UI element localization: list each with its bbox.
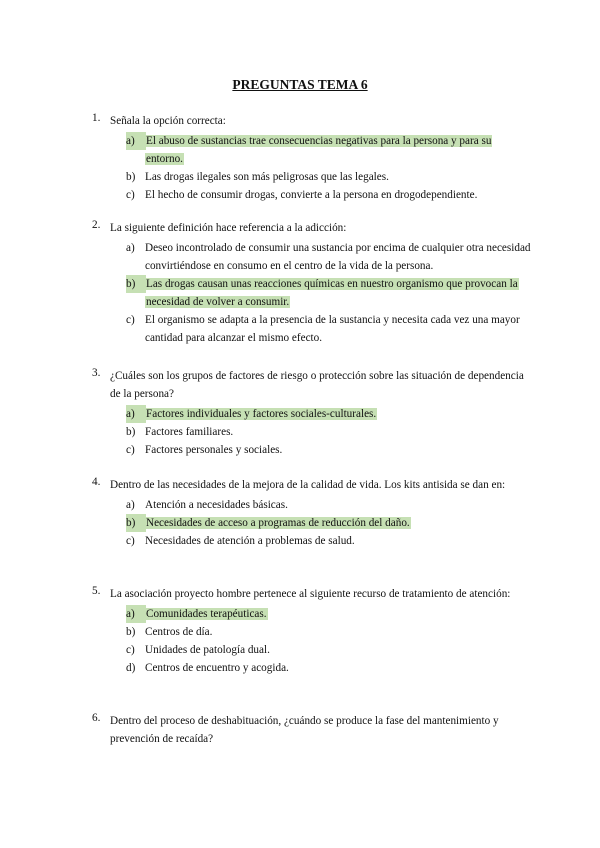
- option-text: El hecho de consumir drogas, convierte a la persona en drogodependiente.: [145, 189, 478, 201]
- answer-option: [126, 659, 532, 677]
- answer-options: [92, 132, 532, 204]
- answer-option: [126, 496, 532, 514]
- option-text: Centros de día.: [145, 626, 213, 638]
- question-3: [92, 367, 532, 459]
- question-5: [92, 585, 532, 677]
- answer-options: [92, 239, 532, 347]
- option-text: Necesidades de atención a problemas de salud.: [145, 535, 355, 547]
- option-letter: a): [126, 605, 146, 623]
- option-letter: b): [126, 275, 146, 293]
- answer-option: [126, 532, 532, 550]
- option-text: Factores personales y sociales.: [145, 444, 283, 456]
- question-number: 4.: [92, 476, 101, 488]
- question-6: [92, 712, 532, 748]
- answer-option: [126, 623, 532, 641]
- question-text: Dentro del proceso de deshabituación, ¿cuándo se produce la fase del mantenimiento y prevención de recaída?: [110, 715, 499, 745]
- option-text: El abuso de sustancias trae consecuencias negativas para la persona y para su entorno.: [146, 135, 492, 165]
- answer-option: [126, 311, 532, 347]
- question-number: 6.: [92, 712, 101, 724]
- question-number: 3.: [92, 367, 101, 379]
- option-letter: b): [126, 626, 136, 638]
- option-text: Necesidades de acceso a programas de reducción del daño.: [146, 517, 410, 529]
- answer-option-correct: [126, 275, 532, 311]
- answer-options: [92, 405, 532, 459]
- answer-option-correct: [126, 605, 532, 623]
- question-text: Dentro de las necesidades de la mejora de la calidad de vida. Los kits antisida se dan en:: [110, 479, 506, 491]
- option-text: Atención a necesidades básicas.: [145, 499, 288, 511]
- option-letter: b): [126, 426, 136, 438]
- answer-options: [92, 605, 532, 677]
- answer-option-correct: [126, 514, 532, 532]
- answer-option-correct: [126, 132, 532, 168]
- option-text: Factores individuales y factores sociales-culturales.: [146, 408, 377, 420]
- question-number: 1.: [92, 112, 101, 124]
- question-2: [92, 219, 532, 347]
- question-text: La siguiente definición hace referencia a la adicción:: [110, 222, 347, 234]
- option-letter: b): [126, 171, 136, 183]
- answer-option: [126, 186, 532, 204]
- answer-option: [126, 423, 532, 441]
- option-letter: c): [126, 314, 135, 326]
- option-text: Centros de encuentro y acogida.: [145, 662, 289, 674]
- option-letter: b): [126, 514, 146, 532]
- question-number: 2.: [92, 219, 101, 231]
- option-letter: a): [126, 242, 135, 254]
- question-text: Señala la opción correcta:: [110, 115, 226, 127]
- question-1: [92, 112, 532, 204]
- question-4: [92, 476, 532, 550]
- option-letter: c): [126, 644, 135, 656]
- question-text: ¿Cuáles son los grupos de factores de riesgo o protección sobre las situación de dependencia de la persona?: [110, 370, 524, 400]
- option-letter: c): [126, 535, 135, 547]
- option-text: Deseo incontrolado de consumir una sustancia por encima de cualquier otra necesidad convirtiéndose en consumo en el centro de la vida de la persona.: [145, 242, 531, 272]
- option-text: El organismo se adapta a la presencia de la sustancia y necesita cada vez una mayor cantidad para alcanzar el mismo efecto.: [145, 314, 520, 344]
- option-letter: c): [126, 189, 135, 201]
- answer-option: [126, 239, 532, 275]
- answer-option: [126, 641, 532, 659]
- question-text: La asociación proyecto hombre pertenece al siguiente recurso de tratamiento de atención:: [110, 588, 511, 600]
- option-letter: a): [126, 132, 146, 150]
- page-title: PREGUNTAS TEMA 6: [232, 77, 368, 92]
- option-letter: a): [126, 499, 135, 511]
- option-text: Factores familiares.: [145, 426, 234, 438]
- option-text: Las drogas causan unas reacciones químicas en nuestro organismo que provocan la necesidad de volver a consumir.: [146, 278, 518, 308]
- option-letter: a): [126, 405, 146, 423]
- option-letter: c): [126, 444, 135, 456]
- answer-option: [126, 441, 532, 459]
- answer-option: [126, 168, 532, 186]
- option-text: Las drogas ilegales son más peligrosas que las legales.: [145, 171, 389, 183]
- option-text: Comunidades terapéuticas.: [146, 608, 267, 620]
- answer-options: [92, 496, 532, 550]
- option-letter: d): [126, 662, 136, 674]
- question-number: 5.: [92, 585, 101, 597]
- option-text: Unidades de patología dual.: [145, 644, 270, 656]
- answer-option-correct: [126, 405, 532, 423]
